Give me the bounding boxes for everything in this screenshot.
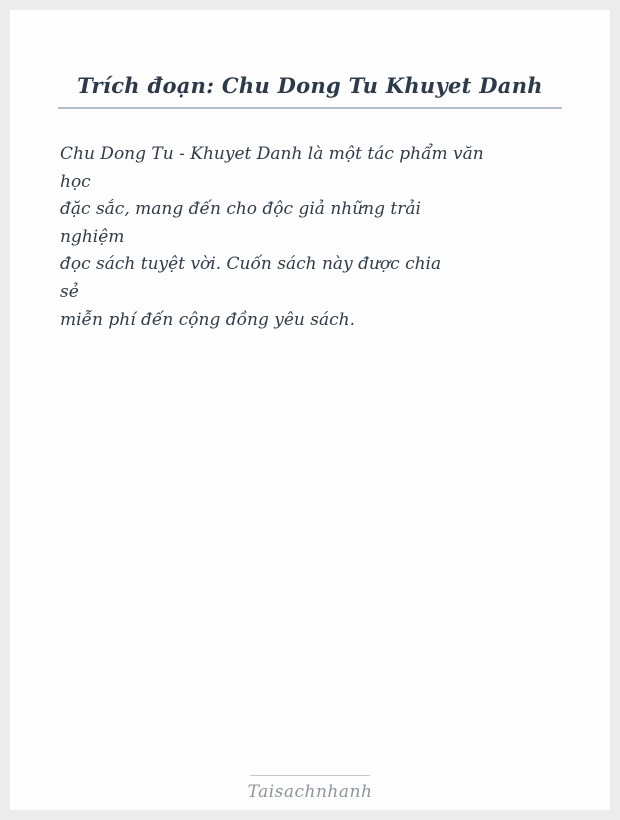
excerpt-line: miễn phí đến cộng đồng yêu sách. <box>60 309 355 330</box>
excerpt-line: sẻ <box>60 281 79 302</box>
page-title: Trích đoạn: Chu Dong Tu Khuyet Danh <box>77 73 543 98</box>
excerpt-paragraph <box>60 141 562 334</box>
excerpt-line: nghiệm <box>60 226 125 247</box>
excerpt-line: đặc sắc, mang đến cho độc giả những trải <box>60 199 421 220</box>
excerpt-line: Chu Dong Tu - Khuyet Danh là một tác phẩm văn <box>60 144 484 164</box>
footer-divider <box>250 775 370 776</box>
title-divider <box>58 107 562 109</box>
footer-brand: Taisachnhanh <box>247 782 373 802</box>
page-footer <box>10 775 610 802</box>
excerpt-line: đọc sách tuyệt vời. Cuốn sách này được chia <box>60 254 442 275</box>
document-page <box>10 10 610 810</box>
excerpt-line: học <box>60 171 91 192</box>
